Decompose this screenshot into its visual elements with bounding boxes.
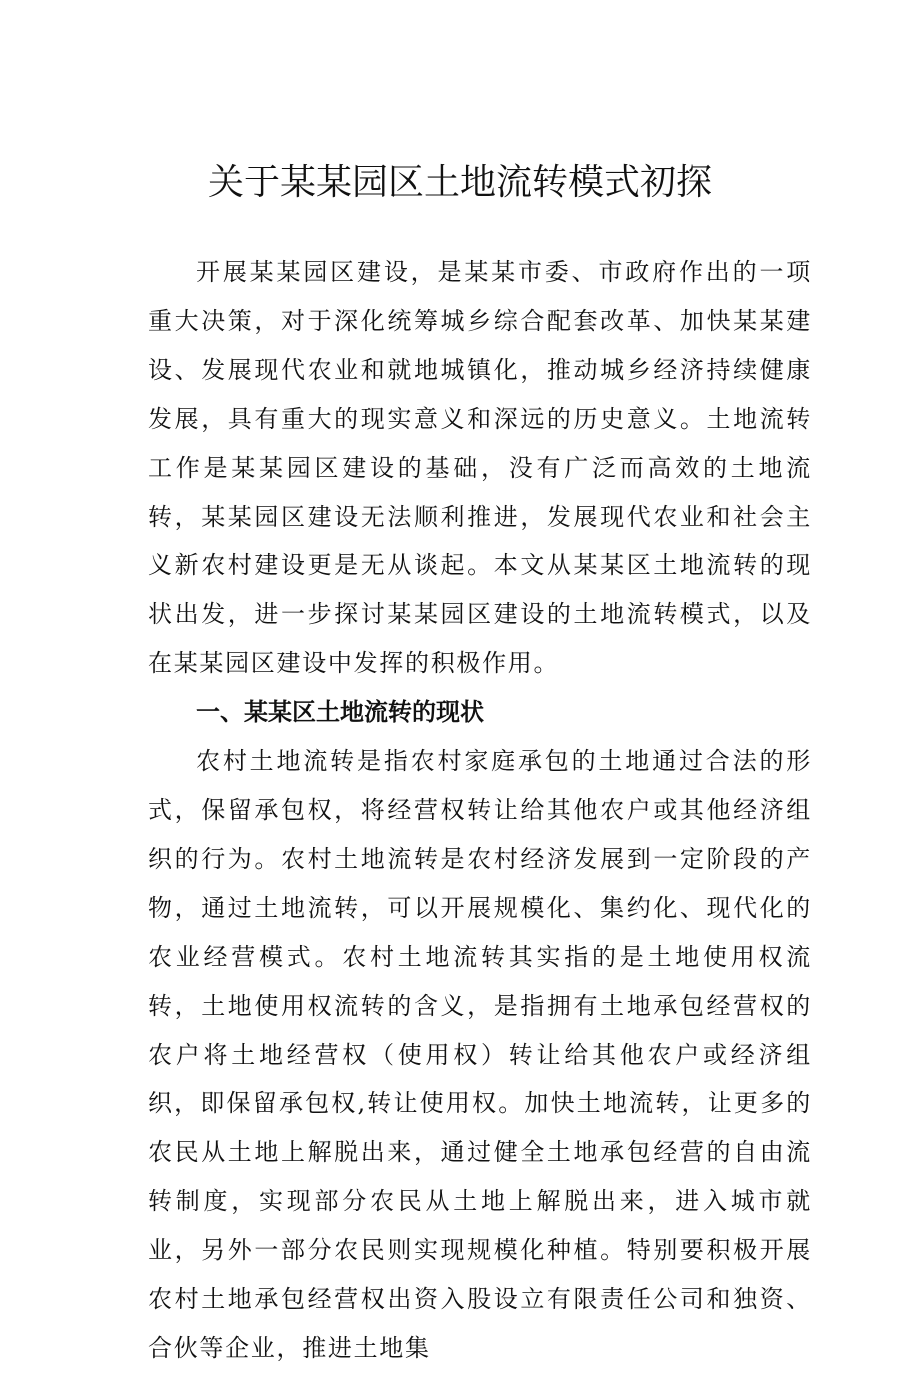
document-body [148, 248, 812, 1373]
intro-paragraph: 开展某某园区建设，是某某市委、市政府作出的一项重大决策，对于深化统筹城乡综合配套改革、加快某某建设、发展现代农业和就地城镇化，推动城乡经济持续健康发展，具有重大的现实意义和深远的历史意义。土地流转工作是某某园区建设的基础，没有广泛而高效的土地流转，某某园区建设无法顺利推进，发展现代农业和社会主义新农村建设更是无从谈起。本文从某某区土地流转的现状出发，进一步探讨某某园区建设的土地流转模式，以及在某某园区建设中发挥的积极作用。 [148, 258, 812, 678]
section-1-heading: 一、某某区土地流转的现状 [196, 698, 484, 727]
document-title: 关于某某园区土地流转模式初探 [207, 162, 712, 203]
section-1-paragraph: 农村土地流转是指农村家庭承包的土地通过合法的形式，保留承包权，将经营权转让给其他农户或其他经济组织的行为。农村土地流转是农村经济发展到一定阶段的产物，通过土地流转，可以开展规模化、集约化、现代化的农业经营模式。农村土地流转其实指的是土地使用权流转，土地使用权流转的含义，是指拥有土地承包经营权的农户将土地经营权（使用权）转让给其他农户或经济组织，即保留承包权,转让使用权。加快土地流转，让更多的农民从土地上解脱出来，通过健全土地承包经营的自由流转制度，实现部分农民从土地上解脱出来，进入城市就业，另外一部分农民则实现规模化种植。特别要积极开展农村土地承包经营权出资入股设立有限责任公司和独资、合伙等企业，推进土地集 [148, 747, 812, 1362]
